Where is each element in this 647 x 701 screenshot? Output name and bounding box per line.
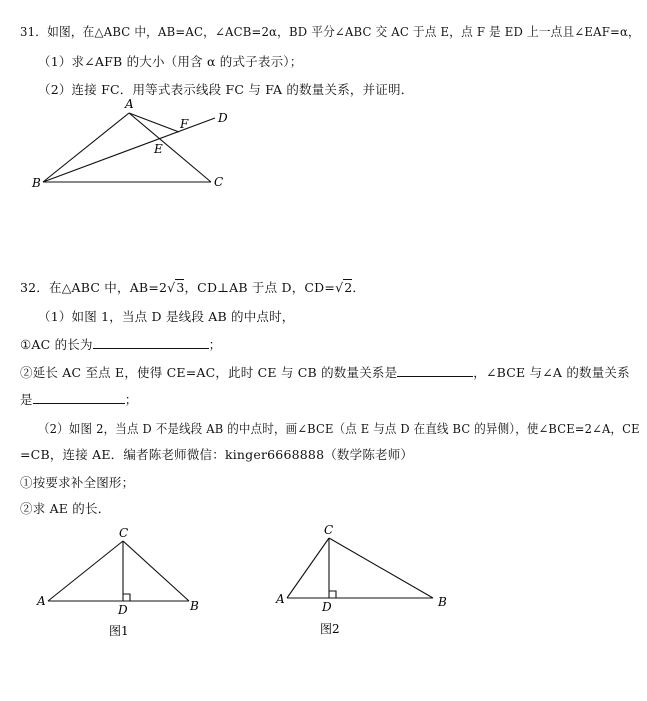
fig1-label-d: D bbox=[118, 603, 128, 617]
fig1-right-angle-mark bbox=[123, 594, 130, 601]
fig1-label-b: B bbox=[190, 599, 199, 613]
q32-sqrt2: 2 bbox=[344, 280, 353, 295]
fig1-label-a: A bbox=[37, 594, 46, 608]
q31-label-a: A bbox=[125, 97, 134, 111]
q32-p1-q2-c: 是 bbox=[20, 392, 33, 407]
q31-label-b: B bbox=[32, 176, 41, 190]
fig2-label-c: C bbox=[324, 523, 334, 537]
q32-part1: （1）如图 1，当点 D 是线段 AB 的中点时， bbox=[38, 309, 295, 324]
fig1-label-c: C bbox=[119, 526, 129, 540]
q31-label-c: C bbox=[214, 175, 224, 189]
q31-label-d: D bbox=[218, 111, 228, 125]
q31-stem: 31．如图，在△ABC 中，AB=AC，∠ACB=2α，BD 平分∠ABC 交 AC 于点 E，点 F 是 ED 上一点且∠EAF=α， bbox=[20, 24, 640, 39]
q32-p1-q1-end: ； bbox=[208, 337, 222, 352]
fig1-seg-cb bbox=[123, 541, 189, 601]
q32-sqrt1: 3 bbox=[176, 280, 185, 295]
q31-part2: （2）连接 FC．用等式表示线段 FC 与 FA 的数量关系，并证明． bbox=[38, 82, 414, 97]
q32-part1-q2-cont bbox=[20, 390, 137, 408]
sqrt-symbol: √ bbox=[167, 280, 176, 295]
q32-part2-q1: ①按要求补全图形； bbox=[20, 475, 135, 490]
q31-seg-bd bbox=[43, 118, 215, 182]
fig2-caption: 图2 bbox=[320, 622, 340, 636]
fig2-seg-ac bbox=[287, 538, 329, 598]
fig2-label-d: D bbox=[322, 600, 332, 614]
q32-part1-q2 bbox=[20, 363, 630, 381]
q32-p1-q2-a: ②延长 AC 至点 E，使得 CE=AC，此时 CE 与 CB 的数量关系是 bbox=[20, 365, 398, 380]
q31-seg-af bbox=[129, 113, 179, 132]
fig2-seg-cb bbox=[329, 538, 433, 598]
fig2-label-a: A bbox=[276, 592, 285, 606]
q32-stem-pre: 32．在△ABC 中，AB=2 bbox=[20, 280, 168, 295]
q31-seg-ac bbox=[129, 113, 211, 182]
answer-blank[interactable] bbox=[33, 392, 125, 404]
q32-part2-line2: =CB，连接 AE．编者陈老师微信：kinger6668888（数学陈老师） bbox=[20, 447, 414, 462]
answer-blank[interactable] bbox=[397, 365, 473, 377]
q32-part2-line1: （2）如图 2，当点 D 不是线段 AB 的中点时，画∠BCE（点 E 与点 D 在直线 BC 的异侧），使∠BCE=2∠A，CE bbox=[38, 421, 640, 436]
q32-stem-mid: ，CD⊥AB 于点 D，CD= bbox=[184, 280, 336, 295]
q31-part1: （1）求∠AFB 的大小（用含 α 的式子表示）； bbox=[38, 54, 303, 69]
sqrt-symbol: √ bbox=[335, 280, 344, 295]
q32-part1-q1 bbox=[20, 335, 221, 353]
q31-seg-ab bbox=[43, 113, 129, 182]
q31-label-e: E bbox=[154, 142, 163, 156]
q32-p1-q2-end: ； bbox=[124, 392, 138, 407]
q32-stem-end: ． bbox=[352, 280, 366, 295]
q32-part2-q2: ②求 AE 的长． bbox=[20, 501, 111, 516]
fig2-label-b: B bbox=[438, 595, 447, 609]
fig2-right-angle-mark bbox=[329, 591, 336, 598]
q31-label-f: F bbox=[180, 117, 189, 131]
answer-blank[interactable] bbox=[93, 337, 209, 349]
fig1-caption: 图1 bbox=[109, 624, 129, 638]
q32-p1-q1-text: ①AC 的长为 bbox=[20, 337, 93, 352]
q32-stem bbox=[20, 278, 365, 296]
fig1-seg-ac bbox=[48, 541, 123, 601]
q32-p1-q2-b: ，∠BCE 与∠A 的数量关系 bbox=[473, 365, 630, 380]
